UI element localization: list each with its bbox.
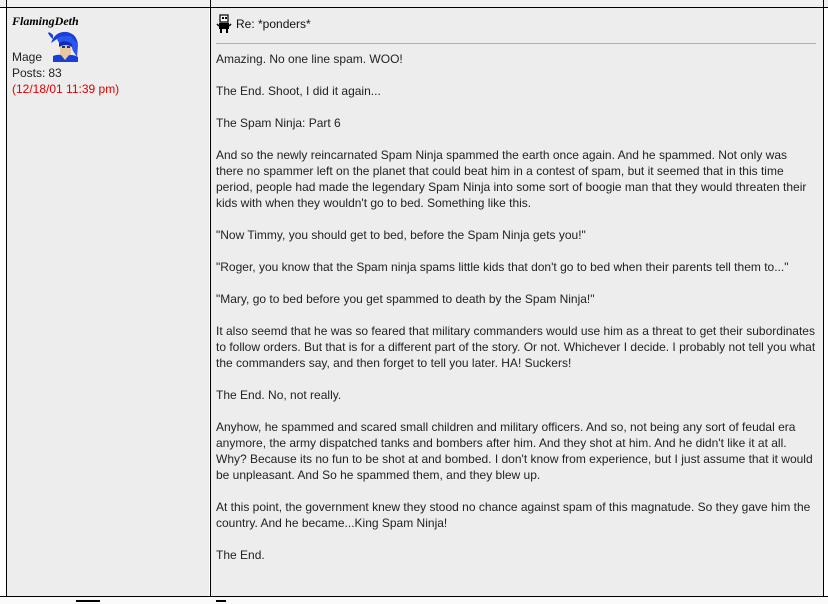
next-row-avatar-edge [76,600,100,602]
post-paragraph: At this point, the government knew they stood no chance against spam of this magnatude. So they gave him the country. And he became...King Spam Ninja! [216,500,811,530]
post-paragraph: The Spam Ninja: Part 6 [216,116,341,130]
next-row-icon-edge [216,600,226,602]
post-icon [216,14,232,34]
post-paragraph: "Now Timmy, you should get to bed, before the Spam Ninja gets you!" [216,228,586,242]
next-row-top [0,597,828,604]
mage-avatar-icon [47,29,81,63]
posts-label: Posts: [12,66,46,80]
post-paragraph: The End. [216,548,265,562]
post-paragraph: "Mary, go to bed before you get spammed to death by the Spam Ninja!" [216,292,595,306]
author-cell [7,8,209,596]
post-paragraph: Anyhow, he spammed and scared small children and military officers. And so, not being any sort of feudal era anymore, the army dispatched tanks and bombers after him. And they shot at him. And he didn't like it at all. Why? Because its no fun to be shot at and bombed. I don't know from experience, but I just assume that it would be unpleasant. And So he spammed them, and they blew up. [216,420,813,482]
author-rank: Mage [12,50,43,64]
posts-count: 83 [48,66,62,80]
post-paragraph: And so the newly reincarnated Spam Ninja spammed the earth once again. And he spammed. Not only was there no spammer left on the planet that could beat him in a contest of spam, but it seemed that in this time period, people had made the legendary Spam Ninja into some sort of boogie man that they would threaten their kids with when they wouldn't go to bed. Something like this. [216,148,807,210]
post-paragraph: It also seemd that he was so feared that military commanders would use him as a threat to get their subordinates to follow orders. But that is for a different part of the story. Or not. Whichever I decide. I probably not tell you what the commanders say, and then forget to tell you later. HA! Suckers! [216,324,816,370]
post-header-divider [216,43,816,44]
post-paragraph: The End. Shoot, I did it again... [216,84,381,98]
post-paragraph: Amazing. No one line spam. WOO! [216,52,403,66]
post-paragraph: "Roger, you know that the Spam ninja spams little kids that don't go to bed when their parents tell them to..." [216,260,789,274]
post-paragraph: The End. No, not really. [216,388,342,402]
post-timestamp: (12/18/01 11:39 pm) [12,82,120,96]
previous-row-bottom [0,0,828,7]
table-right-border [823,0,824,604]
author-name[interactable]: FlamingDeth [12,14,79,28]
author-post-count [12,66,62,80]
post-subject[interactable]: Re: *ponders* [236,17,311,31]
post-body [216,51,816,579]
